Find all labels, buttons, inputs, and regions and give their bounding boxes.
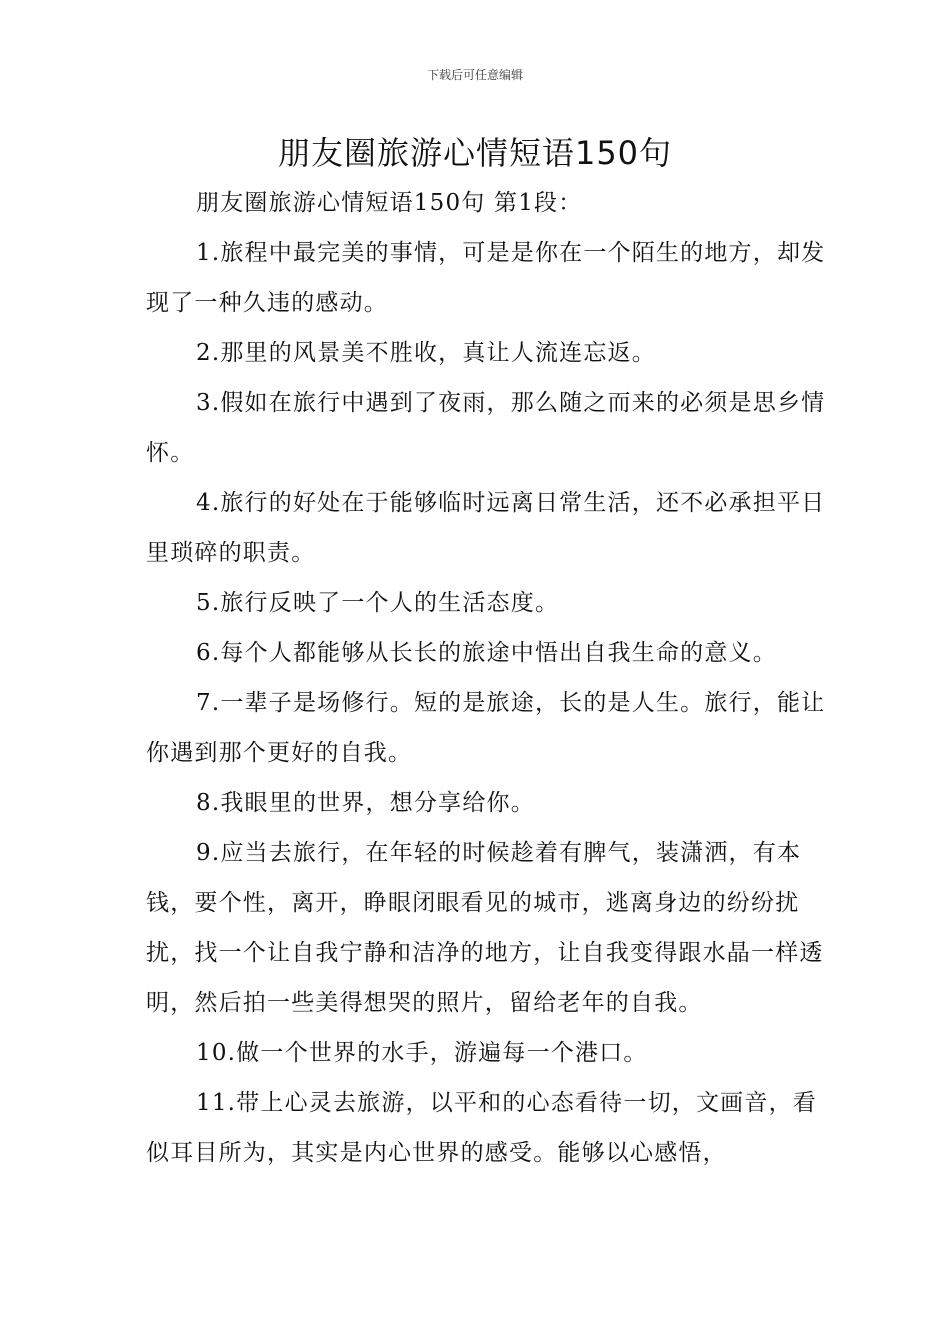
paragraph-8: 8.我眼里的世界，想分享给你。 — [196, 790, 535, 816]
paragraph-2: 2.那里的风景美不胜收，真让人流连忘返。 — [196, 340, 656, 366]
document-body — [146, 178, 828, 1178]
paragraph-10: 10.做一个世界的水手，游遍每一个港口。 — [196, 1040, 648, 1066]
document-title: 朋友圈旅游心情短语150句 — [277, 134, 673, 172]
header-note: 下载后可任意编辑 — [426, 68, 523, 82]
paragraph-1: 1.旅程中最完美的事情，可是是你在一个陌生的地方，却发现了一种久违的感动。 — [146, 240, 826, 316]
paragraph-3: 3.假如在旅行中遇到了夜雨，那么随之而来的必须是思乡情怀。 — [146, 390, 826, 466]
paragraph-4: 4.旅行的好处在于能够临时远离日常生活，还不必承担平日里琐碎的职责。 — [146, 490, 826, 566]
paragraph-5: 5.旅行反映了一个人的生活态度。 — [196, 590, 560, 616]
paragraph-11: 11.带上心灵去旅游，以平和的心态看待一切，文画音，看似耳目所为，其实是内心世界的感受。能够以心感悟， — [146, 1090, 817, 1166]
section-heading: 朋友圈旅游心情短语150句 第1段： — [196, 190, 583, 216]
paragraph-7: 7.一辈子是场修行。短的是旅途，长的是人生。旅行，能让你遇到那个更好的自我。 — [146, 690, 826, 766]
paragraph-9: 9.应当去旅行，在年轻的时候趁着有脾气，装潇洒，有本钱，要个性，离开，睁眼闭眼看见的城市，逃离身边的纷纷扰扰，找一个让自我宁静和洁净的地方，让自我变得跟水晶一样透明，然后拍一些美得想哭的照片，留给老年的自我。 — [146, 840, 824, 1016]
paragraph-6: 6.每个人都能够从长长的旅途中悟出自我生命的意义。 — [196, 640, 777, 666]
